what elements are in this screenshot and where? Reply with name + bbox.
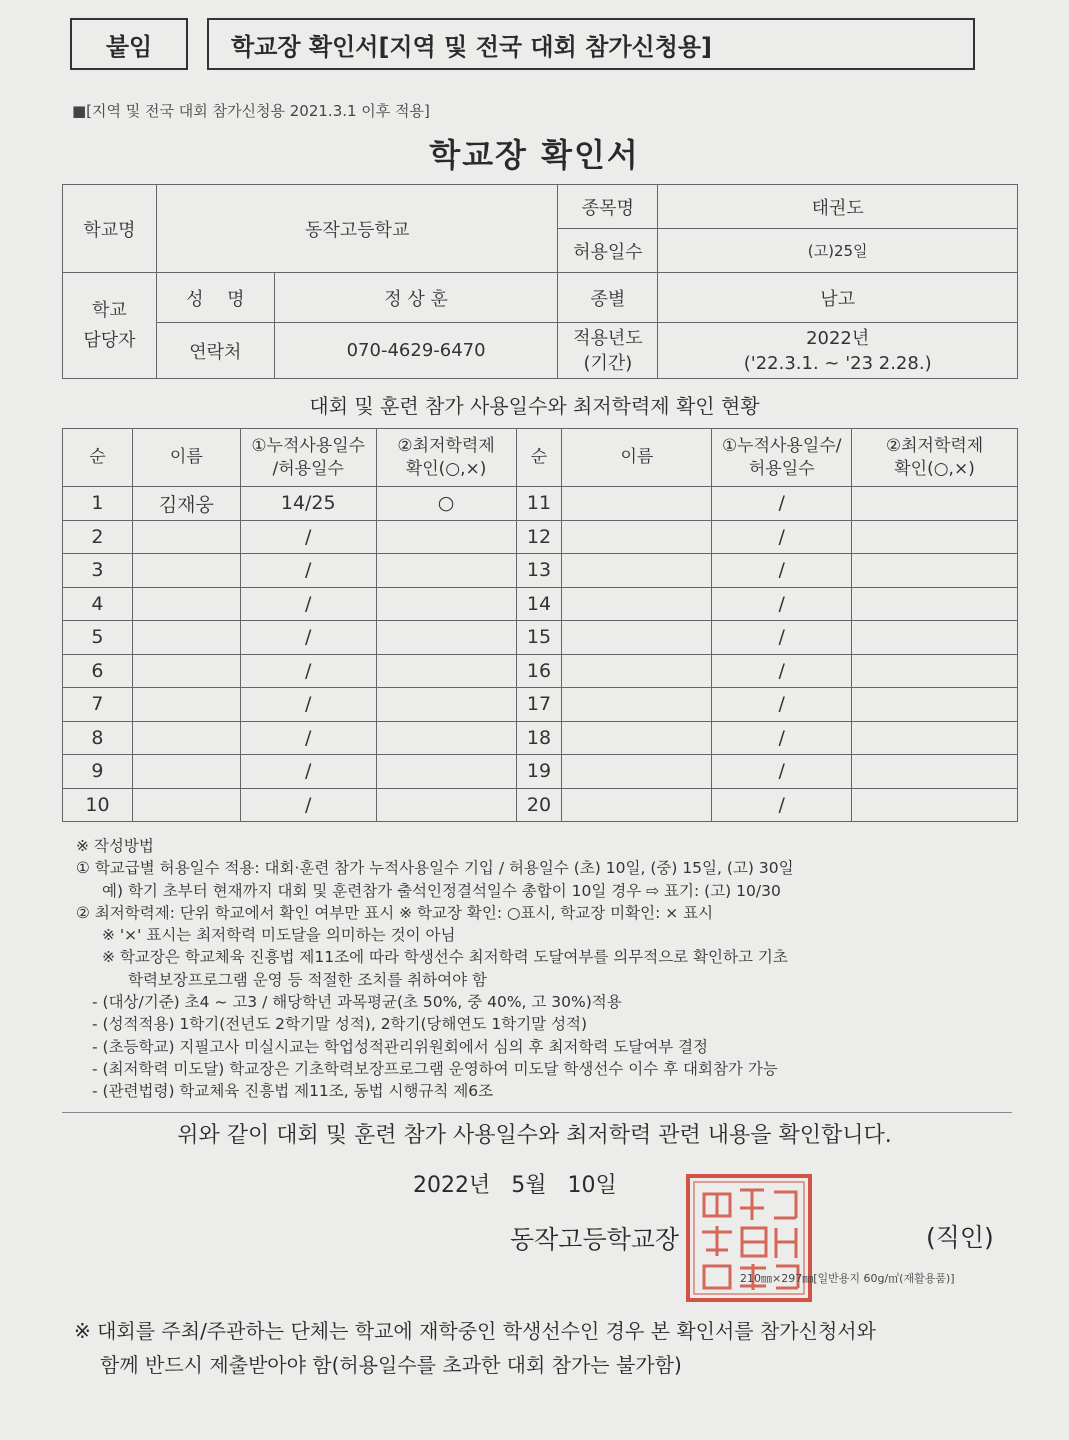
row-name xyxy=(132,621,240,655)
contact-label: 연락처 xyxy=(156,323,274,379)
header-title-box xyxy=(207,18,975,70)
guideline-line: ① 학교급별 허용일수 적용: 대회·훈련 참가 누적사용일수 기입 / 허용일수 (초) 10일, (중) 15일, (고) 30일 xyxy=(76,859,794,878)
row-no-right: 13 xyxy=(516,554,562,588)
col-no-right: 순 xyxy=(516,429,562,487)
confirmation-statement: 위와 같이 대회 및 훈련 참가 사용일수와 최저학력 관련 내용을 확인합니다. xyxy=(177,1123,892,1148)
row-no: 2 xyxy=(63,520,133,554)
row-name-right xyxy=(562,688,712,722)
row-days: / xyxy=(240,554,376,588)
sport-value: 태권도 xyxy=(658,185,1018,229)
year-period-cell xyxy=(658,323,1018,379)
row-days-right: / xyxy=(712,721,852,755)
row-min xyxy=(376,587,516,621)
attachment-tag-label: 붙임 xyxy=(105,32,153,61)
school-name-value: 동작고등학교 xyxy=(156,185,558,273)
row-days-right: / xyxy=(712,554,852,588)
guideline-line: ※ 작성방법 xyxy=(76,837,154,855)
col-min: ②최저학력제 확인(○,×) xyxy=(376,429,516,487)
guideline-line: ※ 학교장은 학교체육 진흥법 제11조에 따라 학생선수 최저학력 도달여부를 의무적으로 확인하고 기초 xyxy=(102,948,788,967)
school-name-label: 학교명 xyxy=(63,185,157,273)
allowed-days-value: (고)25일 xyxy=(658,229,1018,273)
col-no: 순 xyxy=(63,429,133,487)
row-min-right xyxy=(852,621,1018,655)
issue-date: 2022년 5월 10일 xyxy=(413,1173,617,1198)
manager-name-value: 정 상 훈 xyxy=(274,273,558,323)
col-name-right: 이름 xyxy=(562,429,712,487)
allowed-days-label: 허용일수 xyxy=(558,229,658,273)
row-no: 8 xyxy=(63,721,133,755)
row-name xyxy=(132,520,240,554)
row-days-right: / xyxy=(712,654,852,688)
manager-label: 학교 담당자 xyxy=(63,273,157,379)
row-no: 10 xyxy=(63,788,133,822)
guideline-line: - (관련법령) 학교체육 진흥법 제11조, 동법 시행규칙 제6조 xyxy=(92,1082,494,1101)
col-min-right: ②최저학력제 확인(○,×) xyxy=(852,429,1018,487)
applicability-note: ■[지역 및 전국 대회 참가신청용 2021.3.1 이후 적용] xyxy=(72,102,430,120)
row-name xyxy=(132,654,240,688)
row-no: 5 xyxy=(63,621,133,655)
sport-label: 종목명 xyxy=(558,185,658,229)
guideline-line: - (성적적용) 1학기(전년도 2학기말 성적), 2학기(당해연도 1학기말 성적) xyxy=(92,1015,588,1034)
row-no-right: 11 xyxy=(516,487,562,521)
col-days-right: ①누적사용일수/ 허용일수 xyxy=(712,429,852,487)
row-no: 3 xyxy=(63,554,133,588)
row-name: 김재웅 xyxy=(132,487,240,521)
col-days: ①누적사용일수 /허용일수 xyxy=(240,429,376,487)
row-min-right xyxy=(852,587,1018,621)
row-no: 6 xyxy=(63,654,133,688)
row-days: / xyxy=(240,587,376,621)
row-min: ○ xyxy=(376,487,516,521)
row-min xyxy=(376,654,516,688)
row-min-right xyxy=(852,788,1018,822)
school-info-table xyxy=(62,184,1018,379)
row-days-right: / xyxy=(712,755,852,789)
row-days: 14/25 xyxy=(240,487,376,521)
submission-footnote xyxy=(74,1314,876,1382)
table-row xyxy=(63,721,1018,755)
row-min-right xyxy=(852,688,1018,722)
table-row xyxy=(63,621,1018,655)
row-min xyxy=(376,520,516,554)
footnote-line: ※ 대회를 주최/주관하는 단체는 학교에 재학중인 학생선수인 경우 본 확인서를 참가신청서와 xyxy=(74,1319,876,1343)
official-seal-stamp xyxy=(682,1170,816,1310)
row-name xyxy=(132,688,240,722)
row-days: / xyxy=(240,688,376,722)
guideline-line: - (대상/기준) 초4 ~ 고3 / 해당학년 과목평균(초 50%, 중 40%, 고 30%)적용 xyxy=(92,993,622,1012)
manager-name-label: 성 명 xyxy=(156,273,274,323)
row-name xyxy=(132,721,240,755)
header-title: 학교장 확인서[지역 및 전국 대회 참가신청용] xyxy=(231,32,713,61)
row-min-right xyxy=(852,755,1018,789)
row-no: 4 xyxy=(63,587,133,621)
row-name-right xyxy=(562,587,712,621)
row-name xyxy=(132,755,240,789)
guideline-line: 학력보장프로그램 운영 등 적절한 조치를 취하여야 함 xyxy=(128,970,487,989)
athlete-roster-table xyxy=(62,428,1018,822)
row-days-right: / xyxy=(712,621,852,655)
row-no: 1 xyxy=(63,487,133,521)
row-name-right xyxy=(562,621,712,655)
row-days: / xyxy=(240,721,376,755)
row-min xyxy=(376,621,516,655)
period-value: ('22.3.1. ~ '23 2.28.) xyxy=(743,352,932,374)
table-row xyxy=(63,587,1018,621)
row-days: / xyxy=(240,788,376,822)
row-no: 9 xyxy=(63,755,133,789)
table-row xyxy=(63,520,1018,554)
row-min xyxy=(376,788,516,822)
footnote-line: 함께 반드시 제출받아야 함(허용일수를 초과한 대회 참가는 불가함) xyxy=(100,1353,682,1377)
row-days-right: / xyxy=(712,520,852,554)
guideline-line: ② 최저학력제: 단위 학교에서 확인 여부만 표시 ※ 학교장 확인: ○표시, 학교장 미확인: × 표시 xyxy=(76,903,714,922)
row-min xyxy=(376,755,516,789)
row-name xyxy=(132,587,240,621)
seal-label: (직인) xyxy=(926,1223,994,1252)
year-label: 적용년도 (기간) xyxy=(558,323,658,379)
row-min-right xyxy=(852,487,1018,521)
row-no-right: 14 xyxy=(516,587,562,621)
row-min xyxy=(376,688,516,722)
row-name-right xyxy=(562,788,712,822)
row-min xyxy=(376,554,516,588)
row-days: / xyxy=(240,520,376,554)
row-days-right: / xyxy=(712,788,852,822)
principal-name: 동작고등학교장 xyxy=(510,1225,680,1254)
year-value: 2022년 xyxy=(806,327,870,349)
table-row xyxy=(63,755,1018,789)
writing-guidelines xyxy=(76,835,794,1103)
row-min-right xyxy=(852,554,1018,588)
row-min xyxy=(376,721,516,755)
row-min-right xyxy=(852,654,1018,688)
row-name-right xyxy=(562,520,712,554)
row-no: 7 xyxy=(63,688,133,722)
roster-header-row xyxy=(63,429,1018,487)
row-days: / xyxy=(240,755,376,789)
row-min-right xyxy=(852,520,1018,554)
table-row xyxy=(63,654,1018,688)
row-no-right: 20 xyxy=(516,788,562,822)
row-name-right xyxy=(562,554,712,588)
row-no-right: 17 xyxy=(516,688,562,722)
table-row xyxy=(63,554,1018,588)
row-no-right: 15 xyxy=(516,621,562,655)
paper-spec: 210㎜×297㎜[일반용지 60g/㎡(재활용품)] xyxy=(740,1272,955,1285)
guideline-line: 예) 학기 초부터 현재까지 대회 및 훈련참가 출석인정결석일수 총합이 10일 경우 ⇨ 표기: (고) 10/30 xyxy=(102,881,781,900)
row-name-right xyxy=(562,487,712,521)
table-row xyxy=(63,788,1018,822)
row-no-right: 18 xyxy=(516,721,562,755)
table-row xyxy=(63,487,1018,521)
row-no-right: 12 xyxy=(516,520,562,554)
guideline-line: ※ '×' 표시는 최저학력 미도달을 의미하는 것이 아님 xyxy=(102,926,456,945)
row-no-right: 16 xyxy=(516,654,562,688)
status-section-title: 대회 및 훈련 참가 사용일수와 최저학력제 확인 현황 xyxy=(309,394,760,418)
guideline-line: - (최저학력 미도달) 학교장은 기초학력보장프로그램 운영하여 미도달 학생선수 이수 후 대회참가 가능 xyxy=(92,1059,778,1078)
row-days-right: / xyxy=(712,688,852,722)
page-title: 학교장 확인서 xyxy=(429,136,640,174)
divider xyxy=(62,1112,1012,1113)
row-name xyxy=(132,788,240,822)
row-name xyxy=(132,554,240,588)
contact-value: 070-4629-6470 xyxy=(274,323,558,379)
row-days: / xyxy=(240,654,376,688)
row-name-right xyxy=(562,755,712,789)
row-days-right: / xyxy=(712,587,852,621)
table-row xyxy=(63,688,1018,722)
division-value: 남고 xyxy=(658,273,1018,323)
guideline-line: - (초등학교) 지필고사 미실시교는 학업성적관리위원회에서 심의 후 최저학력 도달여부 결정 xyxy=(92,1037,709,1056)
row-no-right: 19 xyxy=(516,755,562,789)
row-min-right xyxy=(852,721,1018,755)
col-name: 이름 xyxy=(132,429,240,487)
division-label: 종별 xyxy=(558,273,658,323)
attachment-tag xyxy=(70,18,188,70)
row-name-right xyxy=(562,721,712,755)
row-days-right: / xyxy=(712,487,852,521)
row-name-right xyxy=(562,654,712,688)
row-days: / xyxy=(240,621,376,655)
